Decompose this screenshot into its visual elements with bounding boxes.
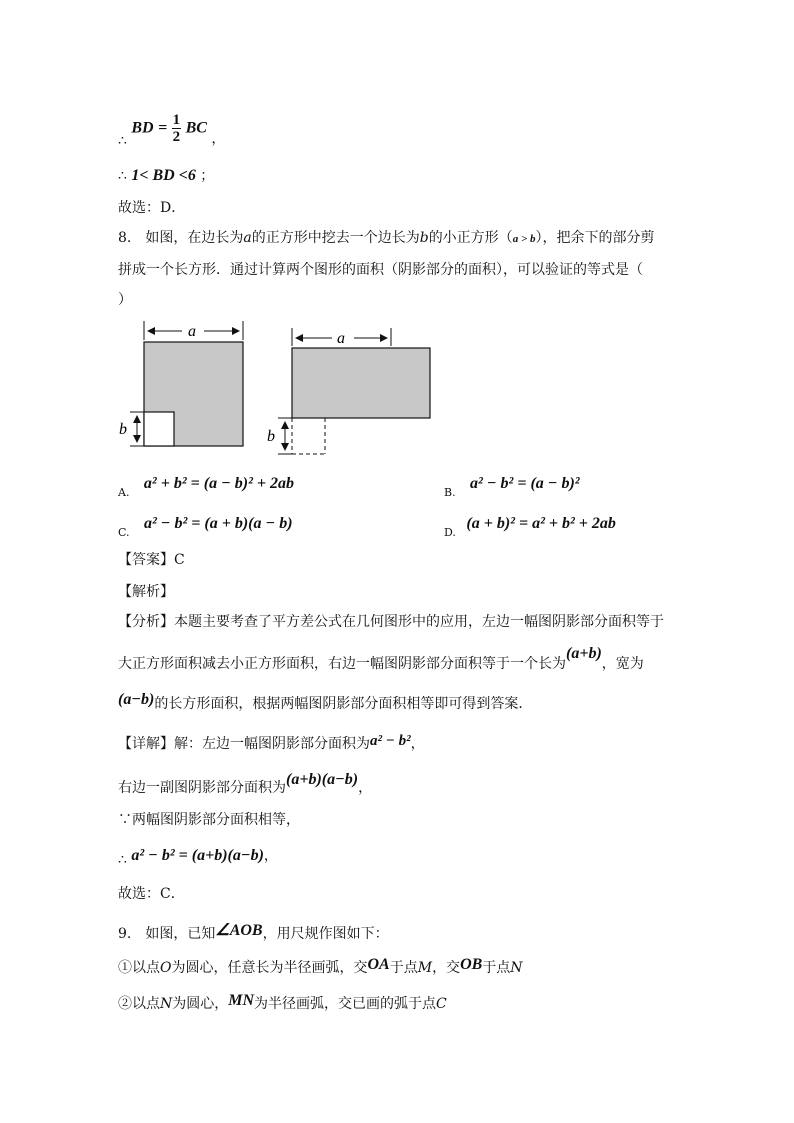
var-b: b [419,230,429,246]
therefore-symbol: ∴ [118,168,127,184]
option-a-letter: A. [118,486,130,499]
rectangle [292,348,430,418]
label-b-left: b [119,421,127,438]
bd-label: BD [131,119,154,137]
comma: ， [358,780,373,796]
ray-ob: OB [460,956,483,973]
xiangjie-line [118,734,425,754]
fenxi-text-a: 大正方形面积减去小正方形面积，右边一幅图阴影部分面积等于一个长为 [118,656,566,672]
ray-oa: OA [367,956,390,973]
q9-line1 [118,924,389,944]
expr-full-equation: a² − b² = (a+b)(a−b) [131,847,264,864]
expr-a-minus-b: (a−b) [321,771,359,788]
conclusion-line [118,846,278,866]
q8-line1 [118,228,654,249]
comma: ， [211,130,226,147]
equals-sign: = [158,119,168,137]
semicolon: ； [200,168,215,184]
right-figure [267,328,430,454]
answer-label: 【答案】C [118,552,185,568]
q9-text-b: ，用尺规作图如下： [262,926,389,942]
small-square-cutout [144,412,174,446]
fenxi-line1: 【分析】本题主要考查了平方差公式在几何图形中的应用，左边一幅图阴影部分面积等于 [118,614,664,630]
bc-label: BC [185,119,207,137]
expr-a-plus-b: (a+b) [566,645,602,662]
q8-text-d: ），把余下的部分剪 [535,230,655,246]
line-inequality [118,166,214,186]
option-b-letter: B. [444,486,456,499]
option-d [444,514,616,539]
point-m: M [417,960,433,976]
q9-step1 [118,958,523,978]
because-symbol: ∵ [118,812,132,828]
step2-text-a: ②以点 [118,996,160,1012]
fenxi-line3 [118,691,533,714]
comma: ， [410,736,425,752]
step1-text-b: 为圆心，任意长为半径画弧，交 [171,960,368,976]
step1-text-a: ①以点 [118,960,160,976]
step2-text-b: 为圆心， [172,996,229,1012]
step2-text-c: 为半径画弧，交已画的弧于点 [254,996,437,1012]
equal-area-text: 两幅图阴影部分面积相等， [132,812,300,828]
jiexi-label: 【解析】 [118,584,174,600]
segment-mn: MN [228,992,255,1009]
line-bd-half [118,112,226,149]
q8-text-c: 的小正方形（ [428,230,513,246]
comma: ， [263,848,278,864]
label-a-right: a [337,330,345,347]
right-area-text: 右边一副图阴影部分面积为 [118,780,286,796]
choose-c: 故选：C． [118,886,185,902]
label-b-right: b [267,428,275,445]
equal-area-line [118,810,300,830]
expr-a-plus-b: (a+b) [286,771,322,788]
fraction-half: $\frac{1}{2}$ [172,112,181,145]
option-c-letter: C. [118,526,130,539]
step1-text-c: 于点 [389,960,418,976]
point-c: C [436,996,447,1012]
fenxi-text-c: 的长方形面积，根据两幅图阴影部分面积相等即可得到答案． [154,696,533,712]
q8-line2: 拼成一个长方形．通过计算两个图形的面积（阴影部分的面积），可以验证的等式是（ [118,262,643,278]
option-b [444,474,580,499]
q9-step2 [118,994,447,1014]
step1-text-d: ，交 [432,960,461,976]
right-area-line [118,771,373,798]
expr-a2-minus-b2: a² − b² [370,733,411,749]
option-c-formula: a² − b² = (a + b)(a − b) [143,515,293,532]
angle-aob: ∠AOB [215,922,263,939]
label-a-left: a [188,323,196,340]
option-a-formula: a² + b² = (a − b)² + 2ab [143,475,294,492]
q8-text-a: 8. 如图，在边长为 [118,230,244,246]
condition-a-gt-b: a > b [512,233,536,245]
point-n: N [510,960,523,976]
option-d-letter: D. [444,526,456,539]
step1-text-e: 于点 [482,960,511,976]
fenxi-text-b: ，宽为 [601,656,644,672]
option-c [118,514,293,539]
fenxi-line2 [118,645,644,674]
therefore-symbol: ∴ [118,132,127,149]
q8-line3: ） [118,292,132,308]
choose-d: 故选：D． [118,200,186,216]
var-a: a [243,230,252,246]
option-a [118,474,294,499]
xiangjie-text: 【详解】解：左边一幅图阴影部分面积为 [118,736,370,752]
inequality: 1< BD <6 [131,167,196,184]
expr-a-minus-b: (a−b) [118,691,155,708]
option-b-formula: a² − b² = (a − b)² [470,475,580,492]
point-n: N [160,996,173,1012]
q8-text-b: 的正方形中挖去一个边长为 [251,230,420,246]
q9-text-a: 9. 如图，已知 [118,926,216,942]
left-figure [119,321,243,446]
therefore-symbol: ∴ [118,852,127,868]
point-o: O [160,960,172,976]
option-d-formula: (a + b)² = a² + b² + 2ab [466,515,616,532]
figure-squares [110,318,440,458]
